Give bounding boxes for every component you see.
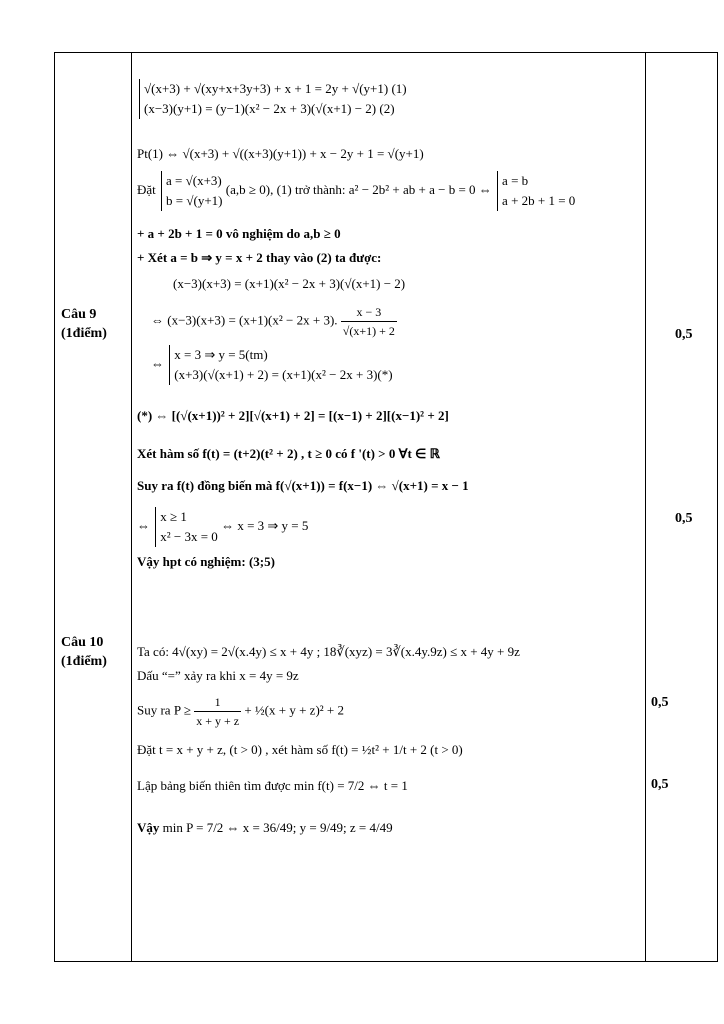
answer-table: [54, 52, 718, 962]
q9-function: Xét hàm số f(t) = (t+2)(t² + 2) , t ≥ 0 có f '(t) > 0 ∀t ∈ ℝ: [137, 446, 440, 461]
q9-monotonic: Suy ra f(t) đồng biến mà f(√(x+1)) = f(x−1) ⇔ √(x+1) = x − 1: [137, 478, 469, 493]
q9-star-equation: (*) ⇔ [(√(x+1))² + 2][√(x+1) + 2] = [(x−1) + 2][(x−1)² + 2]: [137, 408, 449, 423]
q9-equation-a: (x−3)(x+3) = (x+1)(x² − 2x + 3)(√(x+1) − 2): [173, 276, 406, 291]
q9-cases: ⇔ x = 3 ⇒ y = 5(tm) (x+3)(√(x+1) + 2) = (x+1)(x² − 2x + 3)(*): [151, 345, 393, 385]
q10-bound: Suy ra P ≥ $\frac{1}{x + y + z}$ + ½(x + y + z)² + 2: [137, 695, 344, 728]
q10-score-2: 0,5: [651, 777, 669, 792]
q10-score-1: 0,5: [651, 695, 669, 710]
q10-conclusion: Vậy min P = 7/2 ⇔ x = 36/49; y = 9/49; z = 4/49: [137, 820, 393, 835]
q10-label: Câu 10 (1điểm): [61, 635, 107, 669]
q9-final-system: ⇔ x ≥ 1 x² − 3x = 0 ⇔ x = 3 ⇒ y = 5: [137, 507, 308, 547]
q10-substitution: Đặt t = x + y + z, (t > 0) , xét hàm số f(t) = ½t² + 1/t + 2 (t > 0): [137, 742, 463, 757]
q10-inequality: Ta có: 4√(xy) = 2√(x.4y) ≤ x + 4y ; 18∛(xyz) = 3∛(x.4y.9z) ≤ x + 4y + 9z: [137, 644, 520, 659]
column-divider-1: [131, 53, 132, 961]
q9-substitution: Đặt a = √(x+3) b = √(y+1) (a,b ≥ 0), (1) trở thành: a² − 2b² + ab + a − b = 0 ⇔ a = b a + 2b + 1 = 0: [137, 171, 575, 211]
q9-system: [137, 79, 407, 119]
q9-score-2: 0,5: [675, 511, 693, 526]
q9-case-a-eq-b: + Xét a = b ⇒ y = x + 2 thay vào (2) ta được:: [137, 250, 382, 265]
q9-conclusion: Vậy hpt có nghiệm: (3;5): [137, 554, 275, 569]
q9-system-eq1: √(x+3) + √(xy+x+3y+3) + x + 1 = 2y + √(y+1) (1): [144, 81, 407, 96]
q9-no-solution: + a + 2b + 1 = 0 vô nghiệm do a,b ≥ 0: [137, 226, 341, 241]
q9-score-1: 0,5: [675, 327, 693, 342]
q9-equation-b: ⇔ (x−3)(x+3) = (x+1)(x² − 2x + 3). $\frac{x - 3}{√(x+1) + 2}$: [151, 305, 395, 338]
column-divider-2: [645, 53, 646, 961]
q9-label: Câu 9 (1điểm): [61, 307, 107, 341]
q10-variation-table: Lập bảng biến thiên tìm được min f(t) = 7/2 ⇔ t = 1: [137, 778, 408, 793]
q9-pt1: Pt(1) ⇔ √(x+3) + √((x+3)(y+1)) + x − 2y + 1 = √(y+1): [137, 146, 424, 161]
q10-equality-condition: Dấu “=” xảy ra khi x = 4y = 9z: [137, 668, 299, 683]
q9-system-eq2: (x−3)(y+1) = (y−1)(x² − 2x + 3)(√(x+1) − 2) (2): [144, 101, 395, 116]
